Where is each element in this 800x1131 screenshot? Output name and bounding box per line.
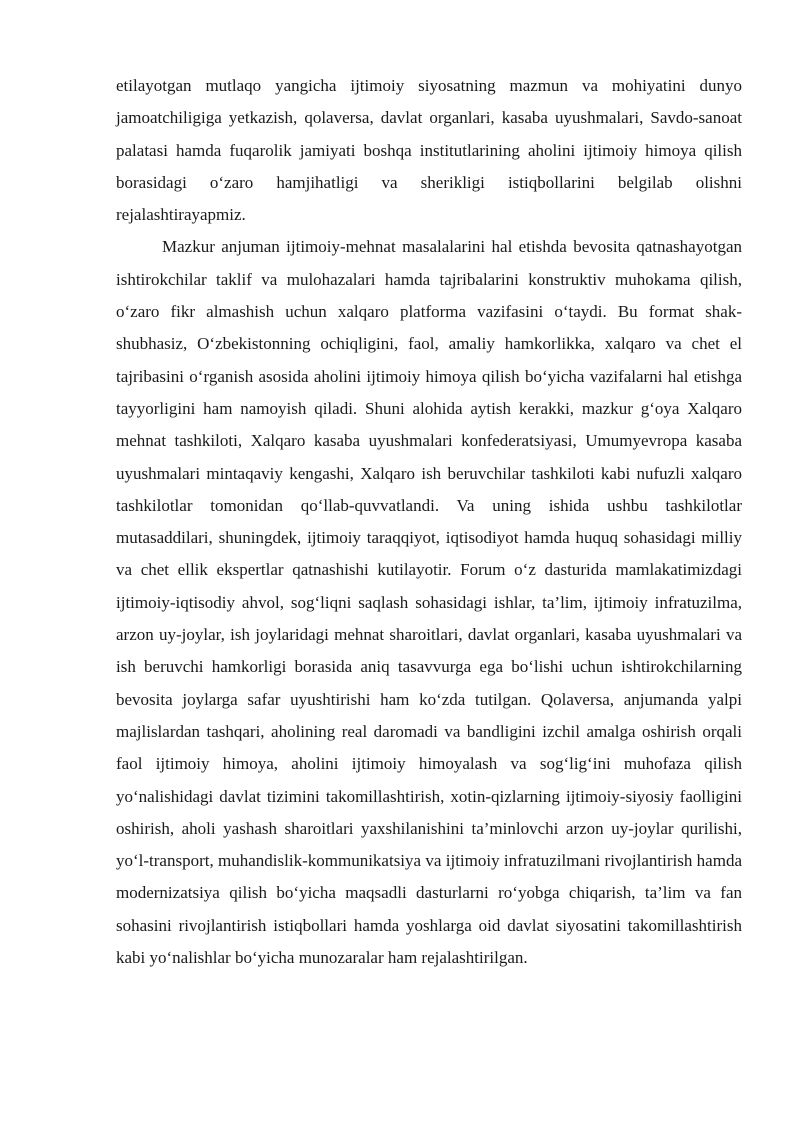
- paragraph-continued: etilayotgan mutlaqo yangicha ijtimoiy siyosatning mazmun va mohiyatini dunyo jamoatchiligiga yetkazish, qolaversa, davlat organlari, kasaba uyushmalari, Savdo-sanoat palatasi hamda fuqarolik jamiyati boshqa institutlarining aholini ijtimoiy himoya qilish borasidagi o‘zaro hamjihatligi va sherikligi istiqbollarini belgilab olishni rejalashtirayapmiz.: [116, 76, 742, 225]
- body-text: [116, 70, 742, 974]
- paragraph-forum: Mazkur anjuman ijtimoiy-mehnat masalalarini hal etishda bevosita qatnashayotgan ishtirokchilar taklif va mulohazalari hamda tajribalarini konstruktiv muhokama qilish, o‘zaro fikr almashish uchun xalqaro platforma vazifasini o‘taydi. Bu format shak-shubhasiz, O‘zbekistonning ochiqligini, faol, amaliy hamkorlikka, xalqaro va chet el tajribasini o‘rganish asosida aholini ijtimoiy himoya qilish bo‘yicha vazifalarni hal etishga tayyorligini ham namoyish qiladi. Shuni alohida aytish kerakki, mazkur g‘oya Xalqaro mehnat tashkiloti, Xalqaro kasaba uyushmalari konfederatsiyasi, Umumyevropa kasaba uyushmalari mintaqaviy kengashi, Xalqaro ish beruvchilar tashkiloti kabi nufuzli xalqaro tashkilotlar tomonidan qo‘llab-quvvatlandi. Va uning ishida ushbu tashkilotlar mutasaddilari, shuningdek, ijtimoiy taraqqiyot, iqtisodiyot hamda huquq sohasidagi milliy va chet ellik ekspertlar qatnashishi kutilayotir. Forum o‘z dasturida mamlakatimizdagi ijtimoiy-iqtisodiy ahvol, sog‘liqni saqlash sohasidagi ishlar, ta’lim, ijtimoiy infratuzilma, arzon uy-joylar, ish joylaridagi mehnat sharoitlari, davlat organlari, kasaba uyushmalari va ish beruvchi hamkorligi borasida aniq tasavvurga ega bo‘lishi uchun ishtirokchilarning bevosita joylarga safar uyushtirishi ham ko‘zda tutilgan. Qolaversa, anjumanda yalpi majlislardan tashqari, aholining real daromadi va bandligini izchil amalga oshirish orqali faol ijtimoiy himoya, aholini ijtimoiy himoyalash va sog‘lig‘ini muhofaza qilish yo‘nalishidagi davlat tizimini takomillashtirish, xotin-qizlarning ijtimoiy-siyosiy faolligini oshirish, aholi yashash sharoitlari yaxshilanishini ta’minlovchi arzon uy-joylar qurilishi, yo‘l-transport, muhandislik-kommunikatsiya va ijtimoiy infratuzilmani rivojlantirish hamda modernizatsiya qilish bo‘yicha maqsadli dasturlarni ro‘yobga chiqarish, ta’lim va fan sohasini rivojlantirish istiqbollari hamda yoshlarga oid davlat siyosatini takomillashtirish kabi yo‘nalishlar bo‘yicha munozaralar ham rejalashtirilgan.: [116, 237, 742, 968]
